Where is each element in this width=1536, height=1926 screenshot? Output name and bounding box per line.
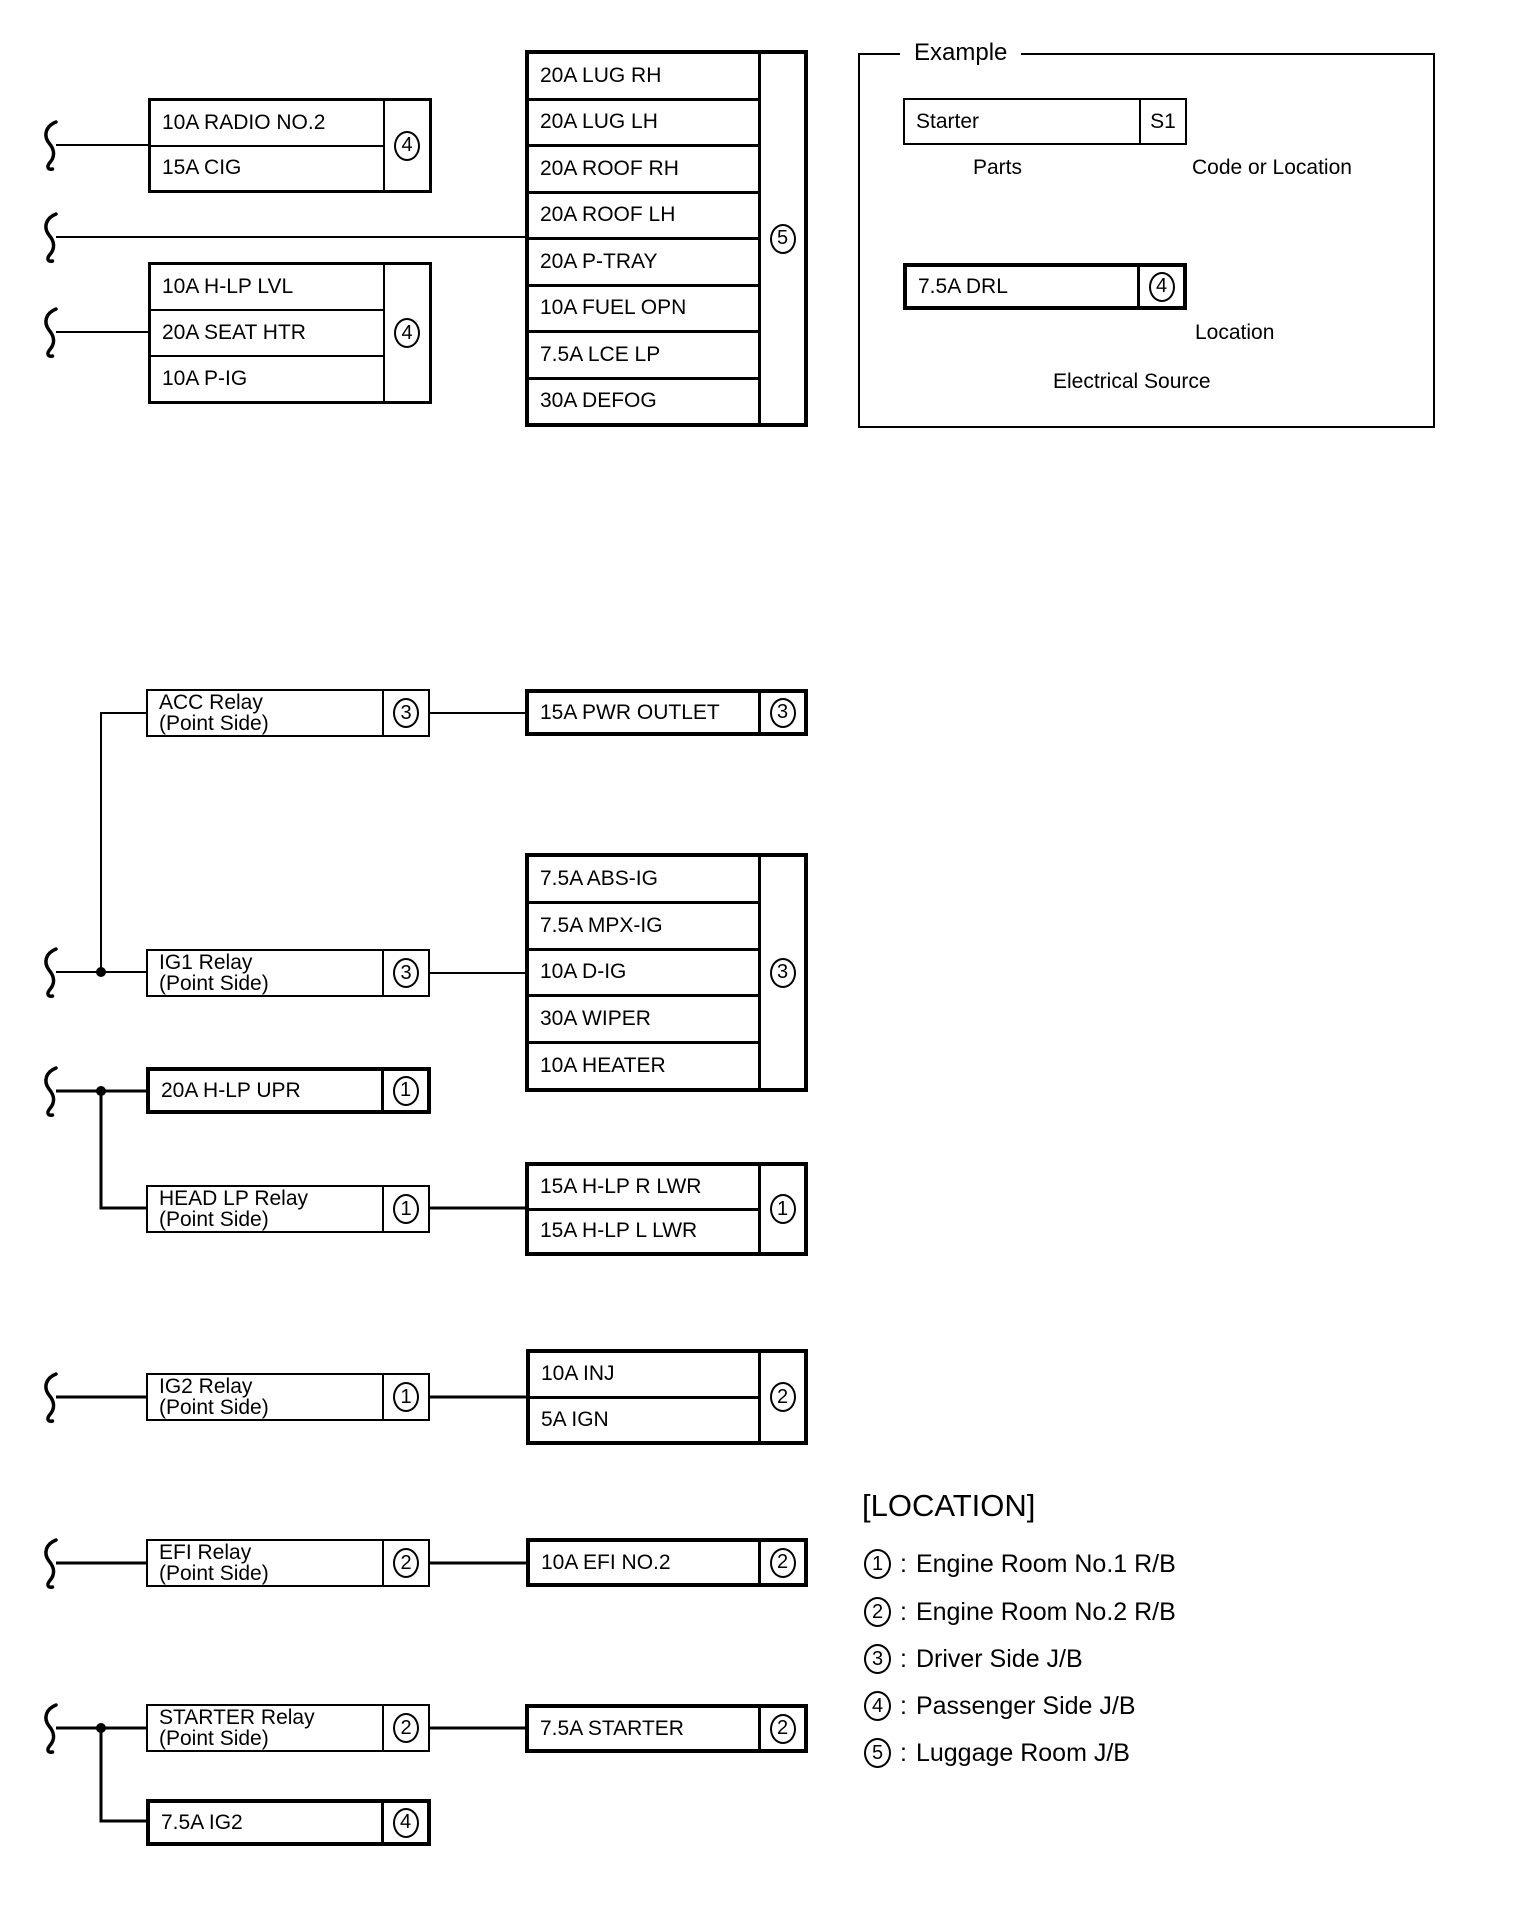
fuse-box-hlp-seat-pig (148, 262, 432, 404)
relay-subtitle: (Point Side) (159, 1727, 269, 1750)
fuse-box-radio-cig (148, 98, 432, 193)
location-cell (758, 1708, 804, 1749)
location-cell (758, 693, 804, 732)
location-badge: 2 (864, 1597, 891, 1627)
legend-separator: : (900, 1691, 907, 1720)
example-code-cell (1139, 100, 1185, 143)
location-cell (758, 857, 804, 1088)
fuse-row-p-ig: 10A P-IG (162, 367, 248, 390)
fuse-row-ig2: 7.5A IG2 (161, 1810, 243, 1834)
legend-label: Driver Side J/B (915, 1644, 1083, 1673)
example-parts-box (903, 98, 1187, 145)
location-badge: 2 (393, 1548, 419, 1578)
fuse-box-luggage-column (525, 50, 808, 427)
fuse-box-ig1-column (525, 853, 808, 1092)
relay-box-efi (146, 1539, 430, 1587)
fuse-row-hlp-upr: 20A H-LP UPR (161, 1078, 301, 1102)
fuse-row-ign: 5A IGN (541, 1407, 609, 1431)
fuse-row-lce-lp: 7.5A LCE LP (529, 333, 758, 380)
example-title: Example (900, 39, 1021, 67)
location-badge: 3 (770, 698, 796, 728)
relay-name: STARTER Relay (159, 1705, 315, 1729)
location-badge: 5 (864, 1738, 891, 1768)
fuse-row-seat-htr: 20A SEAT HTR (151, 311, 383, 357)
legend-label: Luggage Room J/B (915, 1738, 1130, 1767)
location-cell (383, 101, 429, 190)
legend-title: [LOCATION] (862, 1488, 1036, 1523)
location-cell (758, 54, 804, 423)
example-parts-caption: Parts (973, 156, 1023, 179)
example-code: S1 (1150, 109, 1176, 133)
relay-name: IG2 Relay (159, 1374, 253, 1398)
relay-subtitle: (Point Side) (159, 1562, 269, 1585)
legend-item-1 (864, 1549, 1176, 1579)
example-electrical-source-caption: Electrical Source (1053, 370, 1211, 393)
location-badge: 2 (393, 1713, 419, 1743)
relay-name: IG1 Relay (159, 950, 253, 974)
legend-separator: : (900, 1549, 907, 1578)
fuse-row-abs-ig: 7.5A ABS-IG (529, 857, 758, 904)
location-badge: 4 (394, 131, 420, 161)
legend-label: Engine Room No.2 R/B (915, 1597, 1176, 1626)
fuse-row-radio: 10A RADIO NO.2 (151, 101, 383, 147)
legend-separator: : (900, 1738, 907, 1767)
location-badge: 1 (393, 1076, 419, 1106)
relay-name: ACC Relay (159, 690, 263, 714)
location-badge: 1 (393, 1194, 419, 1224)
relay-box-ig1 (146, 949, 430, 997)
fuse-row-d-ig: 10A D-IG (529, 951, 758, 998)
legend-item-5 (864, 1738, 1130, 1768)
location-cell (758, 1542, 804, 1583)
relay-box-ig2 (146, 1373, 430, 1421)
relay-subtitle: (Point Side) (159, 972, 269, 995)
fuse-box-inj-ign (526, 1349, 808, 1445)
fuse-row-hlp-l-lwr: 15A H-LP L LWR (540, 1219, 698, 1243)
example-source-box (903, 263, 1187, 310)
location-badge: 3 (864, 1644, 891, 1674)
location-cell (1137, 267, 1183, 306)
example-location-caption: Location (1195, 321, 1275, 344)
fuse-row-defog: 30A DEFOG (540, 389, 657, 413)
fuse-row-hlp-lvl: 10A H-LP LVL (151, 265, 383, 311)
location-cell (381, 1803, 427, 1842)
harness-squiggle-icon (46, 122, 56, 1752)
fuse-row-fuel-opn: 10A FUEL OPN (529, 287, 758, 334)
relay-subtitle: (Point Side) (159, 712, 269, 735)
location-badge: 4 (1149, 272, 1175, 302)
fuse-row-efi-no2: 10A EFI NO.2 (541, 1550, 671, 1574)
location-badge: 2 (770, 1382, 796, 1412)
relay-box-acc (146, 689, 430, 737)
location-cell (382, 1541, 428, 1585)
example-source-label: 7.5A DRL (918, 274, 1008, 298)
fuse-row-pwr-outlet: 15A PWR OUTLET (540, 700, 720, 724)
location-cell (382, 1375, 428, 1419)
location-badge: 4 (864, 1691, 891, 1721)
location-cell (758, 1166, 804, 1252)
location-cell (382, 1187, 428, 1231)
legend-item-4 (864, 1691, 1136, 1721)
fuse-box-ig2-fuse (146, 1799, 431, 1846)
location-cell (382, 691, 428, 735)
fuse-box-hlp-lwr (525, 1162, 808, 1256)
example-code-or-location-caption: Code or Location (1192, 156, 1352, 179)
fuse-row-starter: 7.5A STARTER (540, 1716, 684, 1740)
legend-label: Engine Room No.1 R/B (915, 1549, 1176, 1578)
location-badge: 4 (393, 1808, 419, 1838)
fuse-row-hlp-r-lwr: 15A H-LP R LWR (529, 1166, 758, 1211)
location-badge: 3 (393, 698, 419, 728)
relay-subtitle: (Point Side) (159, 1396, 269, 1419)
fuse-row-mpx-ig: 7.5A MPX-IG (529, 904, 758, 951)
fuse-row-roof-rh: 20A ROOF RH (529, 147, 758, 194)
location-badge: 2 (770, 1548, 796, 1578)
location-cell (382, 1706, 428, 1750)
relay-name: EFI Relay (159, 1540, 252, 1564)
fuse-box-pwr-outlet (525, 689, 808, 736)
fuse-box-efi-no2 (526, 1538, 808, 1587)
fuse-row-p-tray: 20A P-TRAY (529, 240, 758, 287)
relay-name: HEAD LP Relay (159, 1186, 309, 1210)
location-badge: 5 (770, 224, 796, 254)
relay-box-starter (146, 1704, 430, 1752)
location-badge: 3 (770, 958, 796, 988)
location-badge: 1 (770, 1194, 796, 1224)
fuse-row-roof-lh: 20A ROOF LH (529, 194, 758, 241)
legend-item-2 (864, 1597, 1176, 1627)
fuse-row-lug-lh: 20A LUG LH (529, 101, 758, 148)
example-parts-label: Starter (916, 109, 980, 133)
fuse-row-wiper: 30A WIPER (529, 997, 758, 1044)
location-badge: 3 (393, 958, 419, 988)
fuse-row-lug-rh: 20A LUG RH (529, 54, 758, 101)
relay-box-head-lp (146, 1185, 430, 1233)
location-cell (383, 265, 429, 401)
legend-separator: : (900, 1644, 907, 1673)
legend-item-3 (864, 1644, 1083, 1674)
fuse-row-heater: 10A HEATER (540, 1054, 666, 1078)
location-badge: 2 (770, 1714, 796, 1744)
location-cell (381, 1071, 427, 1110)
fuse-row-cig: 15A CIG (162, 156, 242, 180)
location-cell (758, 1353, 804, 1441)
location-badge: 1 (393, 1382, 419, 1412)
fuse-box-starter (525, 1704, 808, 1753)
fuse-box-hlp-upr (146, 1067, 431, 1114)
legend-separator: : (900, 1597, 907, 1626)
location-cell (382, 951, 428, 995)
location-badge: 1 (864, 1549, 891, 1579)
location-badge: 4 (394, 318, 420, 348)
fuse-row-inj: 10A INJ (530, 1353, 758, 1399)
junction-dot (96, 967, 106, 1733)
relay-subtitle: (Point Side) (159, 1208, 269, 1231)
legend-label: Passenger Side J/B (915, 1691, 1136, 1720)
